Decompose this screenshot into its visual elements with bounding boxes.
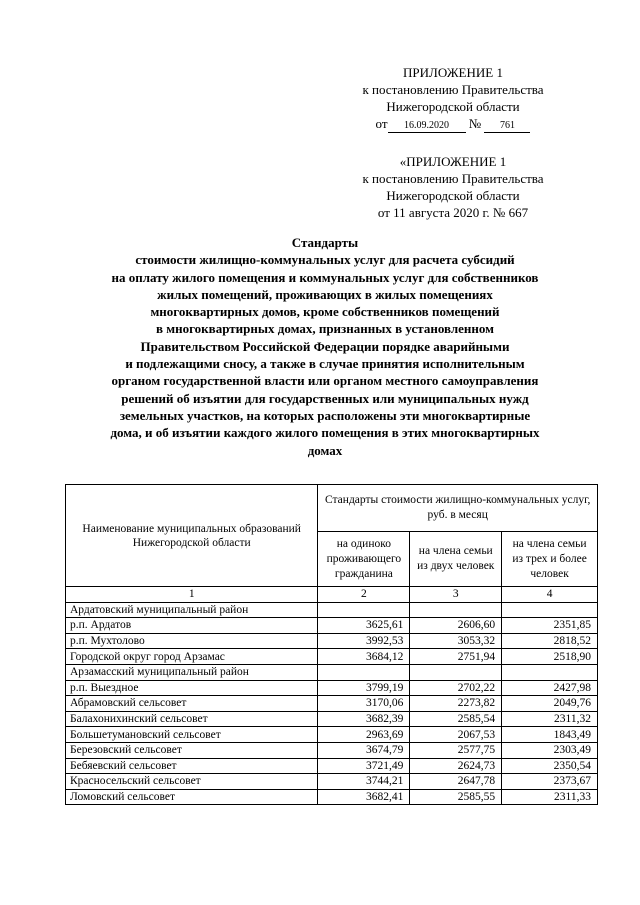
appendix-title: ПРИЛОЖЕНИЕ 1: [403, 65, 503, 80]
family-of-three-header: на члена семьи из трех и более человек: [502, 532, 598, 587]
table-row: [66, 680, 598, 696]
title-line: земельных участков, на которых расположены эти многоквартирные: [119, 407, 531, 423]
standards-group-header: Стандарты стоимости жилищно-коммунальных услуг, руб. в месяц: [318, 485, 598, 532]
value-family-two: 2273,82: [410, 696, 502, 712]
municipality-name: р.п. Выездное: [66, 680, 318, 696]
municipality-name: Березовский сельсовет: [66, 742, 318, 758]
value-family-two: [410, 602, 502, 618]
single-person-header: на одиноко проживающего гражданина: [318, 532, 410, 587]
prev-appendix-title: «ПРИЛОЖЕНИЕ 1: [399, 154, 507, 169]
value-single: 3170,06: [318, 696, 410, 712]
value-family-two: 2751,94: [410, 649, 502, 665]
municipality-name: Городской округ город Арзамас: [66, 649, 318, 665]
municipality-column-header: Наименование муниципальных образований Нижегородской области: [66, 485, 318, 587]
table-row: [66, 742, 598, 758]
value-family-three: 2350,54: [502, 758, 598, 774]
table-row: [66, 664, 598, 680]
title-line: на оплату жилого помещения и коммунальных услуг для собственников: [111, 269, 539, 285]
table-row: [66, 758, 598, 774]
table-row: [66, 618, 598, 634]
table-row: [66, 602, 598, 618]
municipality-name: Арзамасский муниципальный район: [66, 664, 318, 680]
value-single: 3684,12: [318, 649, 410, 665]
value-single: 3992,53: [318, 633, 410, 649]
table-row: [66, 649, 598, 665]
value-family-three: 2311,32: [502, 711, 598, 727]
decree-date: 16.09.2020: [388, 119, 466, 133]
value-single: 3721,49: [318, 758, 410, 774]
title-line: и подлежащими сносу, а также в случае принятия исполнительным: [125, 356, 525, 372]
municipality-name: Абрамовский сельсовет: [66, 696, 318, 712]
column-number: 3: [410, 587, 502, 603]
value-family-three: 2049,76: [502, 696, 598, 712]
value-single: 3682,41: [318, 789, 410, 805]
value-single: 3625,61: [318, 618, 410, 634]
municipality-name: р.п. Ардатов: [66, 618, 318, 634]
municipality-name: Красносельский сельсовет: [66, 774, 318, 790]
column-number: 4: [502, 587, 598, 603]
title-line: жилых помещений, проживающих в жилых помещениях: [157, 286, 493, 302]
title-heading: Стандарты: [291, 235, 359, 250]
table-row: [66, 727, 598, 743]
table-row: [66, 696, 598, 712]
title-line: Правительством Российской Федерации порядке аварийными: [140, 338, 510, 354]
table-row: [66, 789, 598, 805]
prev-appendix-date-line: от 11 августа 2020 г. № 667: [377, 205, 529, 220]
municipality-name: Ардатовский муниципальный район: [66, 602, 318, 618]
title-line: в многоквартирных домах, признанных в установленном: [155, 321, 494, 337]
value-family-two: 2624,73: [410, 758, 502, 774]
value-family-two: 3053,32: [410, 633, 502, 649]
value-family-three: [502, 602, 598, 618]
previous-appendix-header: [348, 153, 558, 221]
table-row: [66, 774, 598, 790]
municipality-name: Большетумановский сельсовет: [66, 727, 318, 743]
title-line: стоимости жилищно-коммунальных услуг для расчета субсидий: [135, 252, 515, 268]
prev-appendix-ref-line: к постановлению Правительства: [362, 171, 544, 186]
value-family-two: 2067,53: [410, 727, 502, 743]
value-family-two: 2702,22: [410, 680, 502, 696]
title-line: решений об изъятии для государственных или муниципальных нужд: [121, 390, 529, 406]
value-family-three: 2373,67: [502, 774, 598, 790]
value-family-three: 2303,49: [502, 742, 598, 758]
value-family-three: 2518,90: [502, 649, 598, 665]
column-number: 2: [318, 587, 410, 603]
title-line: органом государственной власти или органом местного самоуправления: [111, 373, 539, 389]
value-single: 3744,21: [318, 774, 410, 790]
value-family-three: 2351,85: [502, 618, 598, 634]
municipality-name: Балахонихинский сельсовет: [66, 711, 318, 727]
table-body: [66, 602, 598, 805]
family-of-two-header: на члена семьи из двух человек: [410, 532, 502, 587]
value-family-three: 2311,33: [502, 789, 598, 805]
standards-table: [65, 484, 598, 805]
prev-appendix-region-line: Нижегородской области: [386, 188, 520, 203]
appendix-ref-line: к постановлению Правительства: [362, 82, 544, 97]
appendix-region-line: Нижегородской области: [386, 99, 520, 114]
document-title: [50, 234, 600, 459]
title-line: домах: [307, 442, 343, 458]
appendix-date-line: [348, 115, 558, 133]
column-number-row: [66, 587, 598, 603]
value-family-two: 2585,54: [410, 711, 502, 727]
municipality-name: Бебяевский сельсовет: [66, 758, 318, 774]
value-family-two: [410, 664, 502, 680]
title-line: дома, и об изъятии каждого жилого помещения в этих многоквартирных: [110, 425, 540, 441]
from-label: от: [375, 116, 388, 131]
value-family-three: 1843,49: [502, 727, 598, 743]
value-family-two: 2606,60: [410, 618, 502, 634]
value-single: [318, 664, 410, 680]
value-family-three: 2427,98: [502, 680, 598, 696]
column-number: 1: [66, 587, 318, 603]
value-family-two: 2585,55: [410, 789, 502, 805]
value-family-three: 2818,52: [502, 633, 598, 649]
value-single: 3674,79: [318, 742, 410, 758]
title-line: многоквартирных домов, кроме собственников помещений: [150, 304, 500, 320]
appendix-header: [348, 64, 558, 133]
value-family-two: 2647,78: [410, 774, 502, 790]
value-family-three: [502, 664, 598, 680]
table-row: [66, 633, 598, 649]
table-row: [66, 711, 598, 727]
value-single: 3682,39: [318, 711, 410, 727]
value-single: 2963,69: [318, 727, 410, 743]
number-label: №: [468, 116, 482, 131]
value-single: 3799,19: [318, 680, 410, 696]
value-single: [318, 602, 410, 618]
value-family-two: 2577,75: [410, 742, 502, 758]
municipality-name: Ломовский сельсовет: [66, 789, 318, 805]
decree-number: 761: [484, 119, 530, 133]
municipality-name: р.п. Мухтолово: [66, 633, 318, 649]
